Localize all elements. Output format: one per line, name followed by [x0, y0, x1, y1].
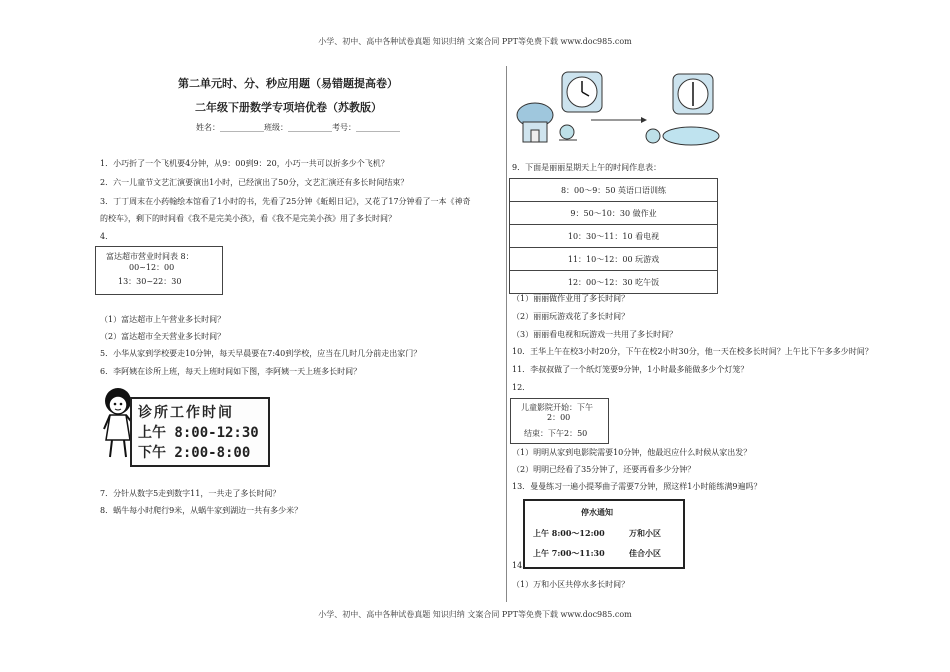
- question-13: 13．曼曼练习一遍小提琴曲子需要7分钟，照这样1小时能练满9遍吗？: [512, 482, 762, 491]
- snail-clock-image: [513, 70, 723, 152]
- notice-line: 佳合小区: [629, 548, 661, 558]
- question-1: 1．小巧折了一个飞机要4分钟，从9：00到9：20，小巧一共可以折多少个飞机？: [100, 159, 389, 168]
- box-line: 00~12：00: [129, 263, 175, 272]
- question-4-2: （2）富达超市全天营业多长时间？: [100, 332, 226, 341]
- clinic-hours-image: [100, 385, 270, 467]
- question-12: 12．: [512, 383, 531, 392]
- sign-afternoon-hours: 下午 2:00-8:00: [138, 445, 251, 461]
- page-footer: 小学、初中、高中各种试卷真题 知识归纳 文案合同 PPT等免费下载 www.doc985.com: [318, 610, 632, 619]
- notice-line: 万和小区: [629, 528, 661, 538]
- box-line: 结束：下午2：50: [524, 429, 588, 438]
- question-10: 10．王华上午在校3小时20分，下午在校2小时30分，他一天在校多长时间？上午比下午多多少时间？: [512, 347, 873, 356]
- snail-icon: [559, 125, 577, 140]
- box-line: 儿童影院开始：下午: [521, 403, 593, 412]
- question-14-1: （1）万和小区共停水多长时间？: [512, 580, 630, 589]
- question-7: 7．分针从数字5走到数字11，一共走了多长时间？: [100, 489, 281, 498]
- question-3-continued: 的校车》，剩下的时间看《我不是完美小孩》，看《我不是完美小孩》用了多长时间？: [100, 214, 396, 223]
- question-9: 9．下面是丽丽星期天上午的时间作息表：: [512, 163, 662, 172]
- schedule-table: [509, 178, 718, 294]
- schedule-row: 8：00～9：50 英语口语训练: [510, 179, 717, 202]
- schedule-row: 9：50～10：30 做作业: [510, 202, 717, 225]
- notice-line: 上午 7:00～11:30: [533, 548, 605, 558]
- schedule-row: 11：10～12：00 玩游戏: [510, 248, 717, 271]
- box-line: 2：00: [547, 413, 571, 422]
- question-14: 14．: [512, 561, 531, 570]
- student-info-line: 姓名：___________班级：___________考号：___________: [196, 123, 400, 132]
- cinema-time-box: [510, 398, 609, 444]
- mushroom-house-icon: [517, 103, 553, 142]
- schedule-row: 10：30～11：10 看电视: [510, 225, 717, 248]
- clinic-hours-board: [130, 397, 270, 467]
- clock-left-icon: [562, 72, 602, 112]
- snail-icon: [646, 129, 660, 143]
- notice-title: 停水通知: [581, 507, 613, 517]
- page-subtitle: 二年级下册数学专项培优卷（苏教版）: [195, 101, 382, 114]
- notice-line: 上午 8:00～12:00: [533, 528, 605, 538]
- question-4-1: （1）富达超市上午营业多长时间？: [100, 315, 226, 324]
- supermarket-hours-box: [95, 246, 223, 295]
- question-6: 6．李阿姨在诊所上班，每天上班时间如下图，李阿姨一天上班多长时间？: [100, 367, 362, 376]
- question-8: 8．蜗牛每小时爬行9米，从蜗牛家到湖边一共有多少米？: [100, 506, 303, 515]
- question-11: 11．李叔叔做了一个纸灯笼要9分钟，1小时最多能做多少个灯笼？: [512, 365, 749, 374]
- sign-title: 诊所工作时间: [138, 405, 234, 421]
- page-header: 小学、初中、高中各种试卷真题 知识归纳 文案合同 PPT等免费下载 www.doc985.com: [318, 37, 632, 46]
- question-9-3: （3）丽丽看电视和玩游戏一共用了多长时间？: [512, 330, 678, 339]
- clock-right-icon: [673, 74, 713, 114]
- box-line: 13：30~22：30: [118, 277, 182, 286]
- column-divider: [506, 66, 507, 602]
- question-9-1: （1）丽丽做作业用了多长时间？: [512, 294, 630, 303]
- sign-morning-hours: 上午 8:00-12:30: [138, 425, 259, 441]
- question-12-2: （2）明明已经看了35分钟了，还要再看多少分钟？: [512, 465, 696, 474]
- question-4: 4．: [100, 232, 114, 241]
- box-line: 富达超市营业时间表 8：: [106, 252, 194, 261]
- lake-icon: [663, 127, 719, 145]
- question-2: 2．六一儿童节文艺汇演要演出1小时，已经演出了50分，文艺汇演还有多长时间结束？: [100, 178, 409, 187]
- question-12-1: （1）明明从家到电影院需要10分钟，他最迟应什么时候从家出发？: [512, 448, 752, 457]
- page-title: 第二单元时、分、秒应用题（易错题提高卷）: [178, 77, 398, 90]
- water-outage-notice: [523, 499, 685, 569]
- question-3: 3．丁丁周末在小药翰绘本馆看了1小时的书，先看了25分钟《蚯蚓日记》，又花了17分钟看了一本《神奇: [100, 197, 471, 206]
- question-5: 5．小华从家到学校要走10分钟，每天早晨要在7:40到学校，应当在几时几分前走出家门？: [100, 349, 422, 358]
- question-9-2: （2）丽丽玩游戏花了多长时间？: [512, 312, 630, 321]
- schedule-row: 12：00～12：30 吃午饭: [567, 277, 660, 287]
